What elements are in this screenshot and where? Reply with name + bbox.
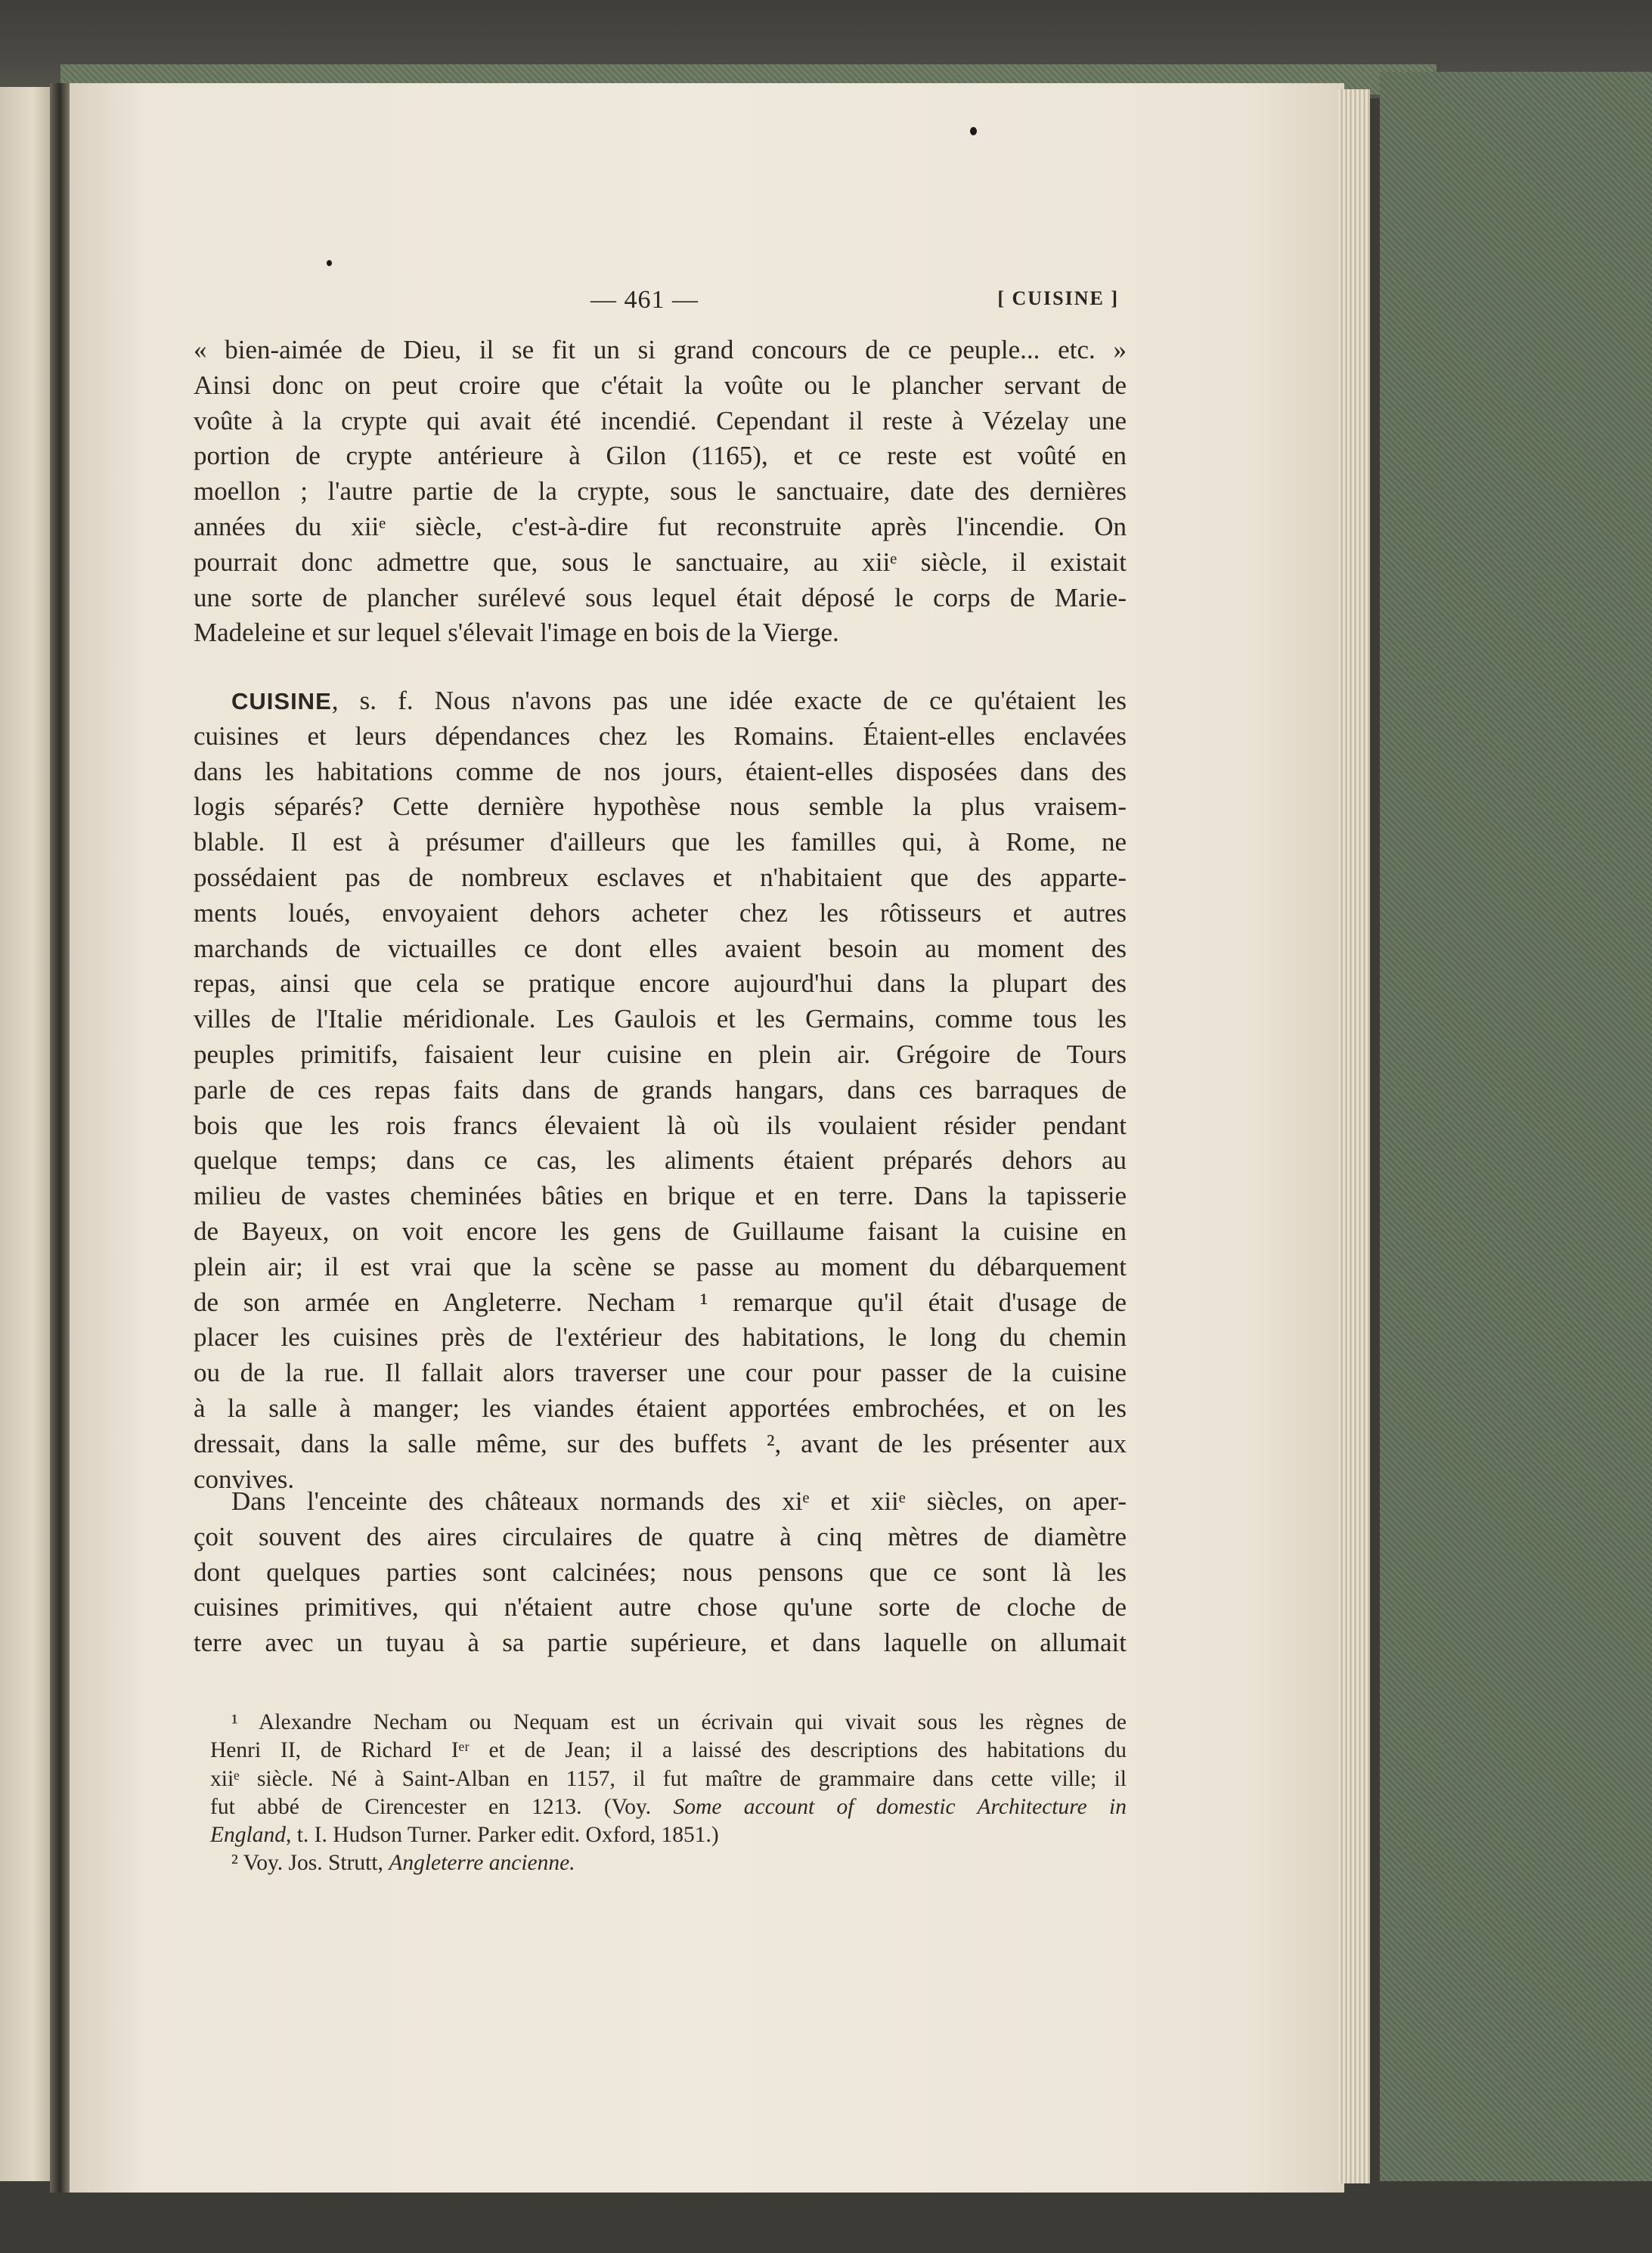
text-line: portion de crypte antérieure à Gilon (1165), et ce reste est voûté en: [194, 441, 1127, 471]
footnote-text: fut abbé de Cirencester en 1213. (Voy.: [210, 1794, 652, 1819]
intro-paragraph: [194, 333, 1127, 651]
text-line: à la salle à manger; les viandes étaient apportées embrochées, et on les: [194, 1393, 1127, 1423]
page-number: — 461 —: [590, 286, 699, 314]
text-line: voûte à la crypte qui avait été incendié. Cependant il reste à Vézelay une: [194, 405, 1127, 435]
text-line: Ainsi donc on peut croire que c'était la voûte ou le plancher servant de: [194, 370, 1127, 400]
text-line: convives.: [194, 1464, 295, 1494]
text-line: Dans l'enceinte des châteaux normands des xiᵉ et xiiᵉ siècles, on aper-: [231, 1486, 1127, 1516]
text-line: cuisines primitives, qui n'étaient autre chose qu'une sorte de cloche de: [194, 1592, 1127, 1622]
entry-first-line-text: , s. f. Nous n'avons pas une idée exacte de ce qu'étaient les: [331, 686, 1127, 715]
page-edges: [1338, 89, 1370, 2183]
footnote-line: ¹ Alexandre Necham ou Nequam est un écrivain qui vivait sous les règnes de: [231, 1710, 1127, 1734]
text-line: marchands de victuailles ce dont elles avaient besoin au moment des: [194, 933, 1127, 963]
entry-head-word: CUISINE: [231, 688, 332, 714]
text-line: parle de ces repas faits dans de grands hangars, dans ces barraques de: [194, 1074, 1127, 1105]
text-line: ments loués, envoyaient dehors acheter chez les rôtisseurs et autres: [194, 897, 1127, 928]
text-line: çoit souvent des aires circulaires de quatre à cinq mètres de diamètre: [194, 1521, 1127, 1551]
text-line: repas, ainsi que cela se pratique encore aujourd'hui dans la plupart des: [194, 968, 1127, 999]
footnote-book-title-cont: England: [210, 1823, 286, 1848]
text-line: villes de l'Italie méridionale. Les Gaulois et les Germains, comme tous les: [194, 1004, 1127, 1034]
text-line: pourrait donc admettre que, sous le sanctuaire, au xiiᵉ siècle, il existait: [194, 547, 1127, 577]
ink-spot: [970, 127, 977, 135]
text-line: peuples primitifs, faisaient leur cuisine en plein air. Grégoire de Tours: [194, 1039, 1127, 1069]
text-line: moellon ; l'autre partie de la crypte, sous le sanctuaire, date des dernières: [194, 476, 1127, 507]
footnotes: [210, 1709, 1127, 1878]
text-line: une sorte de plancher surélevé sous lequel était déposé le corps de Marie-: [194, 582, 1127, 612]
cuisine-entry: [194, 683, 1127, 1497]
text-line: années du xiiᵉ siècle, c'est-à-dire fut reconstruite après l'incendie. On: [194, 511, 1127, 541]
footnote-book-title: Some account of domestic Architecture in: [673, 1794, 1127, 1819]
footnote-line: [210, 1821, 1127, 1849]
footnote-text: ² Voy. Jos. Strutt,: [231, 1851, 383, 1876]
text-line: blable. Il est à présumer d'ailleurs que les familles qui, à Rome, ne: [194, 827, 1127, 857]
facing-page-edge: [0, 87, 54, 2181]
text-line: plein air; il est vrai que la scène se passe au moment du débarquement: [194, 1251, 1127, 1281]
text-line: quelque temps; dans ce cas, les aliments étaient préparés dehors au: [194, 1145, 1127, 1176]
text-line: logis séparés? Cette dernière hypothèse nous semble la plus vraisem-: [194, 792, 1127, 822]
footnote-line: [210, 1793, 1127, 1821]
second-paragraph: [194, 1484, 1127, 1661]
ink-spot: [327, 260, 332, 266]
cover-cloth-right: [1380, 72, 1652, 2181]
text-line: Madeleine et sur lequel s'élevait l'image en bois de la Vierge.: [194, 618, 839, 648]
text-line: dans les habitations comme de nos jours, étaient-elles disposées dans des: [194, 756, 1127, 786]
footnote-book-title: Angleterre ancienne.: [389, 1851, 575, 1876]
text-line: dressait, dans la salle même, sur des buffets ², avant de les présenter aux: [194, 1428, 1127, 1458]
page-header: [194, 286, 1127, 321]
text-line: de Bayeux, on voit encore les gens de Guillaume faisant la cuisine en: [194, 1216, 1127, 1246]
footnote-line: xiiᵉ siècle. Né à Saint-Alban en 1157, il fut maître de grammaire dans cette ville; il: [210, 1766, 1127, 1791]
footnote-text: , t. I. Hudson Turner. Parker edit. Oxford, 1851.): [285, 1823, 719, 1848]
book-gutter: [50, 83, 70, 2193]
running-title: [ CUISINE ]: [997, 287, 1119, 309]
text-line: cuisines et leurs dépendances chez les Romains. Étaient-elles enclavées: [194, 721, 1127, 751]
text-line: bois que les rois francs élevaient là où ils voulaient résider pendant: [194, 1110, 1127, 1140]
text-line: de son armée en Angleterre. Necham ¹ remarque qu'il était d'usage de: [194, 1287, 1127, 1317]
text-line: dont quelques parties sont calcinées; nous pensons que ce sont là les: [194, 1557, 1127, 1587]
text-line: ou de la rue. Il fallait alors traverser une cour pour passer de la cuisine: [194, 1358, 1127, 1388]
footnote-line: Henri II, de Richard Iᵉʳ et de Jean; il a laissé des descriptions des habitations du: [210, 1738, 1127, 1763]
footnote-line: [210, 1849, 1127, 1877]
entry-first-line: [194, 683, 1127, 719]
text-line: terre avec un tuyau à sa partie supérieure, et dans laquelle on allumait: [194, 1628, 1127, 1658]
text-line: milieu de vastes cheminées bâties en brique et en terre. Dans la tapisserie: [194, 1181, 1127, 1211]
text-line: « bien-aimée de Dieu, il se fit un si grand concours de ce peuple... etc. »: [194, 335, 1127, 364]
text-line: placer les cuisines près de l'extérieur des habitations, le long du chemin: [194, 1322, 1127, 1353]
text-line: possédaient pas de nombreux esclaves et n'habitaient que des apparte-: [194, 862, 1127, 892]
